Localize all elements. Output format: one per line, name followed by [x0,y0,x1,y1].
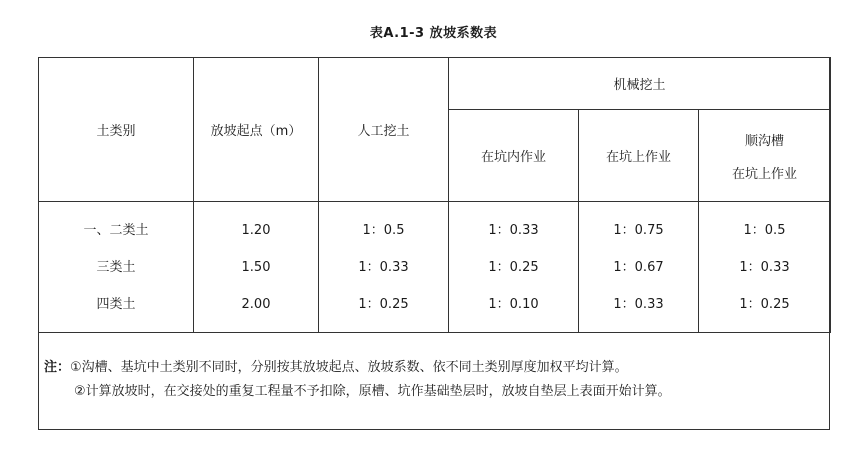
table-cell: 2.00 [241,296,271,312]
header-soil-class: 土类别 [39,58,194,202]
note-label: 注： [44,360,71,375]
table-cell: 1：0.33 [488,222,539,238]
slope-start-column [194,202,319,333]
table-cell: 1.50 [241,259,271,275]
manual-column [319,202,449,333]
header-along-trench [699,110,831,202]
header-slope-start: 放坡起点（m） [194,58,319,202]
table-title: 表A.1-3 放坡系数表 [369,26,498,41]
table-notes [44,356,824,404]
on-pit-column [579,202,699,333]
header-along-trench-line1: 顺沟槽 [744,133,784,149]
table-body-row [39,202,831,333]
note-line-1 [44,356,824,380]
table-cell: 1：0.33 [739,259,790,275]
header-on-pit: 在坑上作业 [579,110,699,202]
soil-class-column [39,202,194,333]
table-cell: 四类土 [96,296,136,312]
table-cell: 1：0.75 [613,222,664,238]
table-cell: 1.20 [241,222,271,238]
slope-coefficient-table [38,57,831,333]
table-cell: 1：0.33 [613,296,664,312]
table-cell: 1：0.25 [488,259,539,275]
table-cell: 1：0.25 [739,296,790,312]
header-mechanical-excavation: 机械挖土 [449,58,831,110]
header-manual-excavation: 人工挖土 [319,58,449,202]
table-cell: 1：0.5 [362,222,405,238]
table-cell: 1：0.33 [358,259,409,275]
in-pit-column [449,202,579,333]
note-text-2: ②计算放坡时，在交接处的重复工程量不予扣除，原槽、坑作基础垫层时，放坡自垫层上表面开始计算。 [74,384,671,399]
trench-column [699,202,831,333]
header-along-trench-line2: 在坑上作业 [731,166,797,182]
table-cell: 一、二类土 [83,222,149,238]
note-text-1: ①沟槽、基坑中土类别不同时，分别按其放坡起点、放坡系数、依不同土类别厚度加权平均计算。 [70,360,628,375]
header-in-pit: 在坑内作业 [449,110,579,202]
table-cell: 1：0.25 [358,296,409,312]
table-cell: 1：0.5 [743,222,786,238]
table-cell: 三类土 [96,259,136,275]
note-line-2 [44,380,824,404]
table-cell: 1：0.10 [488,296,539,312]
table-cell: 1：0.67 [613,259,664,275]
